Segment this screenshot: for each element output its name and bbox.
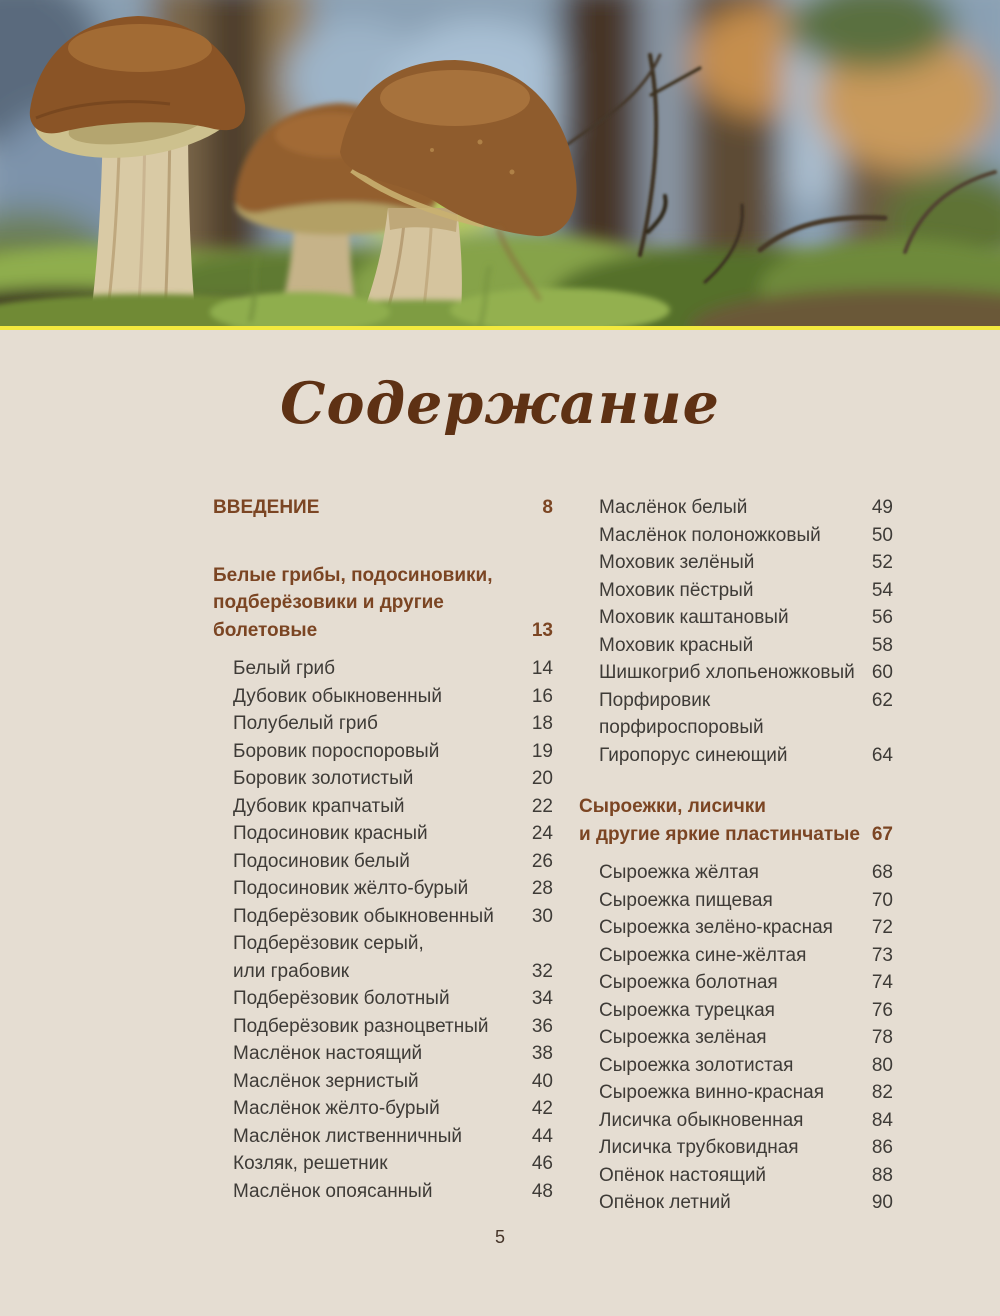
toc-entry (579, 549, 893, 577)
toc-entry (579, 969, 893, 997)
toc-label: Опёнок настоящий (599, 1164, 767, 1186)
toc-entry (213, 793, 553, 821)
toc-label: Маслёнок настоящий (233, 1043, 423, 1064)
toc-entry (579, 659, 893, 687)
toc-label: Полубелый гриб (233, 713, 378, 734)
toc-label: Сыроежка жёлтая (599, 862, 759, 883)
toc-label: Сыроежка болотная (599, 972, 778, 993)
toc-entry (213, 903, 553, 931)
page-title: Содержание (280, 370, 720, 437)
toc-page-number: 54 (871, 579, 893, 601)
toc-label: Маслёнок лиственничный (233, 1125, 463, 1147)
toc-page-number: 74 (871, 972, 893, 993)
toc-heading (579, 793, 893, 848)
toc-entry (579, 1079, 893, 1107)
toc-label: Моховик красный (599, 634, 754, 656)
toc-entry (213, 1013, 553, 1041)
toc-label: Сыроежка зелёно-красная (599, 917, 833, 938)
toc-page-number: 40 (531, 1070, 553, 1092)
toc-page-number: 26 (531, 850, 553, 872)
toc-label: Подберёзовик разноцветный (233, 1015, 489, 1037)
header-photo (0, 0, 1000, 330)
toc-entry (579, 942, 893, 970)
toc-label: Белые грибы, подосиновики, (213, 564, 493, 586)
toc-entry (579, 1189, 893, 1217)
toc-page-number: 36 (531, 1015, 553, 1037)
toc-entry (579, 914, 893, 942)
toc-entry (213, 1068, 553, 1096)
toc-heading (213, 562, 553, 645)
toc-entry (579, 887, 893, 915)
toc-entry (579, 859, 893, 887)
toc-label: Сыроежка золотистая (599, 1054, 794, 1076)
toc-label: Подберёзовик обыкновенный (233, 905, 494, 927)
toc-page-number: 88 (871, 1164, 893, 1186)
toc-label: Лисичка трубковидная (599, 1137, 799, 1158)
toc-label: Сыроежка сине-жёлтая (599, 944, 807, 966)
toc-entry (213, 930, 553, 985)
toc-label: Моховик зелёный (599, 552, 755, 573)
toc-page-number: 46 (531, 1153, 553, 1174)
toc-column-right (579, 494, 893, 1217)
toc-page-number: 13 (531, 619, 553, 641)
toc-entry (213, 1040, 553, 1068)
toc-label: Подосиновик белый (233, 850, 410, 872)
toc-page-number: 48 (531, 1180, 553, 1202)
toc-label: Моховик пёстрый (599, 579, 754, 601)
toc-entry (213, 765, 553, 793)
toc-column-left (213, 494, 553, 1205)
toc-page-number: 84 (871, 1109, 893, 1131)
toc-heading (213, 494, 553, 522)
toc-entry (579, 494, 893, 522)
toc-label: Сыроежка пищевая (599, 889, 773, 911)
toc-page-number: 19 (531, 740, 553, 762)
toc-page-number: 68 (871, 862, 893, 883)
toc-page-number: 62 (871, 689, 893, 711)
toc-label: ВВЕДЕНИЕ (213, 497, 320, 518)
toc-page-number: 67 (871, 823, 893, 845)
toc-page-number: 60 (871, 662, 893, 683)
toc-label: Лисичка обыкновенная (599, 1109, 804, 1131)
toc-page-number: 24 (531, 823, 553, 844)
toc-page-number: 76 (871, 999, 893, 1021)
toc-label: Маслёнок опоясанный (233, 1180, 433, 1202)
toc-entry (579, 1162, 893, 1190)
toc-label: Маслёнок жёлто-бурый (233, 1098, 440, 1119)
toc-page-number: 30 (531, 905, 553, 927)
toc-entry (213, 820, 553, 848)
toc-entry (213, 1095, 553, 1123)
toc-page-number: 56 (871, 607, 893, 628)
toc-page-number: 80 (871, 1054, 893, 1076)
toc-page-number: 73 (871, 944, 893, 966)
page-number: 5 (494, 1227, 505, 1247)
toc-label: Подосиновик жёлто-бурый (233, 878, 469, 899)
toc-label: Моховик каштановый (599, 607, 789, 628)
toc-label: Сыроежка зелёная (599, 1027, 767, 1048)
toc-page-number: 8 (542, 497, 553, 518)
toc-entry (579, 632, 893, 660)
toc-label: Маслёнок белый (599, 497, 748, 518)
toc-entry (213, 875, 553, 903)
toc-label: Сыроежка винно-красная (599, 1082, 825, 1103)
toc-page-number: 70 (871, 889, 893, 911)
toc-page-number: 22 (531, 795, 553, 817)
toc-entry (579, 1107, 893, 1135)
toc-label: Гиропорус синеющий (599, 744, 788, 766)
toc-label: Сыроежка турецкая (599, 999, 775, 1021)
toc-page-number: 64 (871, 744, 893, 766)
toc-label: Подберёзовик серый, (233, 933, 424, 954)
toc-label: Сыроежки, лисички (579, 796, 766, 817)
toc-page-number: 78 (871, 1027, 893, 1048)
toc-label: и другие яркие пластинчатые (579, 823, 860, 845)
toc-entry (213, 655, 553, 683)
toc-label: Подберёзовик болотный (233, 988, 450, 1009)
toc-page-number: 86 (871, 1137, 893, 1158)
toc-entry (213, 985, 553, 1013)
toc-page-number: 20 (531, 768, 553, 789)
toc-entry (213, 710, 553, 738)
toc-entry (579, 742, 893, 770)
toc-page-number: 14 (531, 658, 553, 679)
toc-label: подберёзовики и другие (213, 592, 444, 613)
toc-page-number: 18 (531, 713, 553, 734)
toc-label: Порфировик порфироспоровый (599, 689, 764, 738)
toc-page-number: 28 (531, 878, 553, 899)
toc-page-number: 44 (531, 1125, 553, 1147)
toc-entry (213, 1123, 553, 1151)
toc-label: Подосиновик красный (233, 823, 428, 844)
toc-entry (213, 683, 553, 711)
toc-page-number: 58 (871, 634, 893, 656)
toc-label: Опёнок летний (599, 1192, 731, 1213)
toc-entry (579, 1052, 893, 1080)
toc-page-number: 49 (871, 497, 893, 518)
toc-page-number: 34 (531, 988, 553, 1009)
toc-label: Козляк, решетник (233, 1153, 388, 1174)
toc-label: или грабовик (233, 960, 350, 982)
toc-label: болетовые (213, 619, 318, 641)
toc-page-number: 90 (871, 1192, 893, 1213)
toc-entry (579, 997, 893, 1025)
toc-label: Маслёнок зернистый (233, 1070, 419, 1092)
toc-label: Шишкогриб хлопьеножковый (599, 662, 855, 683)
toc-entry (213, 1150, 553, 1178)
toc-label: Дубовик обыкновенный (233, 685, 442, 707)
forest-photo (0, 0, 1000, 326)
toc-label: Дубовик крапчатый (233, 795, 405, 817)
toc-page-number: 72 (871, 917, 893, 938)
toc-entry (579, 577, 893, 605)
toc-entry (579, 687, 893, 742)
toc-entry (213, 738, 553, 766)
toc-page-number: 50 (871, 524, 893, 546)
toc-label: Боровик пороспоровый (233, 740, 440, 762)
toc-page-number: 42 (531, 1098, 553, 1119)
toc-entry (213, 848, 553, 876)
toc-entry (579, 1024, 893, 1052)
toc-page-number: 52 (871, 552, 893, 573)
toc-page-number: 32 (531, 960, 553, 982)
toc-entry (579, 1134, 893, 1162)
toc-page-number: 38 (531, 1043, 553, 1064)
toc-page-number: 82 (871, 1082, 893, 1103)
toc-page-number: 16 (531, 685, 553, 707)
toc-entry (579, 604, 893, 632)
toc-entry (213, 1178, 553, 1206)
toc-label: Белый гриб (233, 658, 336, 679)
toc-label: Боровик золотистый (233, 768, 414, 789)
toc-entry (579, 522, 893, 550)
toc-label: Маслёнок полоножковый (599, 524, 821, 546)
